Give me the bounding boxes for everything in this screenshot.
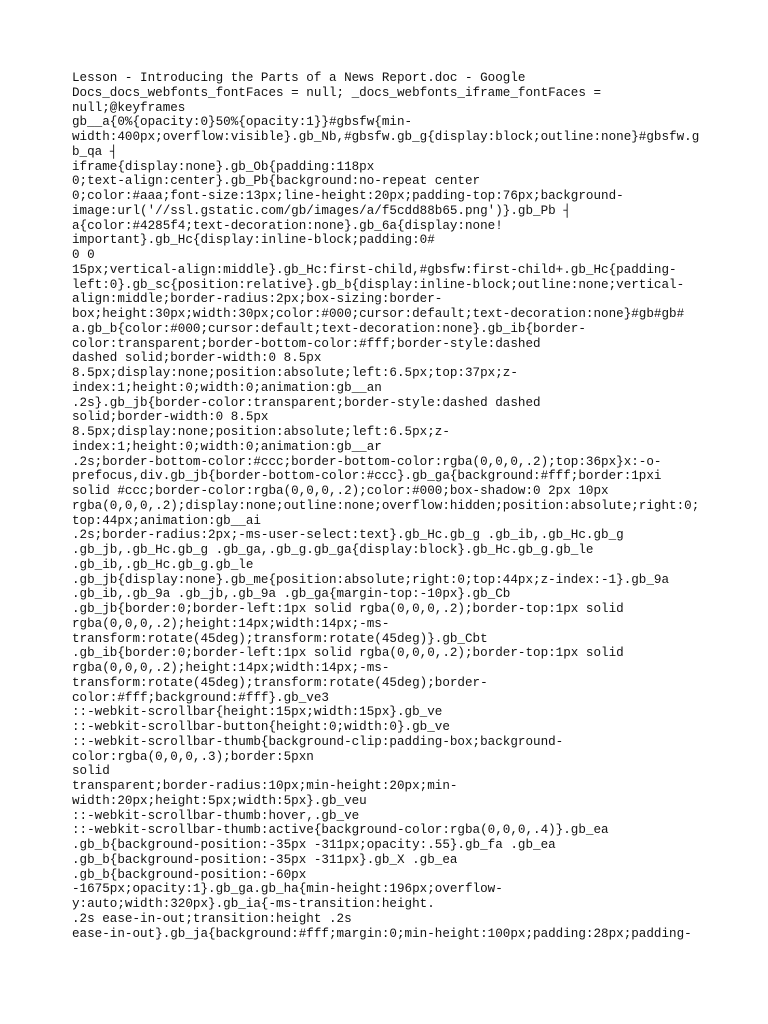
text-line: null;@keyframes — [72, 100, 186, 115]
text-line: rgba(0,0,0,.2);display:none;outline:none;overflow:hidden;position:absolute;right:0; — [72, 498, 700, 513]
text-line: .2s ease-in-out;transition:height .2s — [72, 911, 352, 926]
text-line: solid #ccc;border-color:rgba(0,0,0,.2);color:#000;box-shadow:0 2px 10px — [72, 484, 609, 498]
text-line: .gb_b{background-position:-60px — [72, 867, 307, 882]
text-line: dashed solid;border-width:0 8.5px — [72, 351, 322, 366]
text-line: gb__a{0%{opacity:0}50%{opacity:1}}#gbsfw{min- — [72, 115, 413, 130]
text-line: 15px;vertical-align:middle}.gb_Hc:first-child,#gbsfw:first-child+.gb_Hc{padding- — [72, 262, 677, 277]
text-line: index:1;height:0;width:0;animation:gb__an — [72, 380, 382, 395]
text-line: .gb_b{background-position:-35px -311px}.gb_X .gb_ea — [72, 852, 458, 867]
text-line: ease-in-out}.gb_ja{background:#fff;margin:0;min-height:100px;padding:28px;padding- — [72, 926, 692, 941]
text-line: box;height:30px;width:30px;color:#000;cursor:default;text-decoration:none}#gb#gb# — [72, 307, 685, 321]
text-line: 0 0 — [72, 248, 95, 262]
text-line: 0;text-align:center}.gb_Pb{background:no-repeat center — [72, 174, 481, 189]
text-line: 8.5px;display:none;position:absolute;left:6.5px;top:37px;z- — [72, 366, 518, 380]
text-line: Docs_docs_webfonts_fontFaces = null; _docs_webfonts_iframe_fontFaces = — [72, 85, 602, 100]
text-line: .gb_ib{border:0;border-left:1px solid rgba(0,0,0,.2);border-top:1px solid — [72, 646, 624, 661]
text-line: ::-webkit-scrollbar-thumb{background-clip:padding-box;background- — [72, 734, 564, 749]
text-line: 8.5px;display:none;position:absolute;left:6.5px;z- — [72, 425, 450, 439]
text-line: solid — [72, 764, 110, 779]
text-line: top:44px;animation:gb__ai — [72, 513, 261, 528]
text-line: 0;color:#aaa;font-size:13px;line-height:20px;padding-top:76px;background- — [72, 189, 624, 203]
text-line: .2s;border-radius:2px;-ms-user-select:text}.gb_Hc.gb_g .gb_ib,.gb_Hc.gb_g — [72, 528, 624, 543]
text-line: rgba(0,0,0,.2);height:14px;width:14px;-ms- — [72, 661, 390, 675]
text-line: y:auto;width:320px}.gb_ia{-ms-transition:height. — [72, 897, 435, 911]
text-line: Lesson - Introducing the Parts of a News Report.doc - Google — [72, 71, 526, 85]
document-page — [72, 71, 712, 941]
text-line: solid;border-width:0 8.5px — [72, 410, 269, 425]
text-line: width:400px;overflow:visible}.gb_Nb,#gbsfw.gb_g{display:block;outline:none}#gbsfw.g — [72, 130, 700, 144]
text-line: color:rgba(0,0,0,.3);border:5pxn — [72, 749, 314, 764]
text-line: ::-webkit-scrollbar-thumb:active{background-color:rgba(0,0,0,.4)}.gb_ea — [72, 823, 609, 838]
text-line: .2s;border-bottom-color:#ccc;border-bottom-color:rgba(0,0,0,.2);top:36px}x:-o- — [72, 454, 662, 469]
text-line: a.gb_b{color:#000;cursor:default;text-decoration:none}.gb_ib{border- — [72, 321, 586, 336]
text-line: .gb_b{background-position:-35px -311px;opacity:.55}.gb_fa .gb_ea — [72, 838, 556, 852]
text-line: b_qa ┤ — [72, 144, 118, 159]
text-line: align:middle;border-radius:2px;box-sizing:border- — [72, 292, 443, 307]
text-line: important}.gb_Hc{display:inline-block;padding:0# — [72, 233, 435, 248]
text-line: transform:rotate(45deg);transform:rotate(45deg)}.gb_Cbt — [72, 631, 488, 646]
document-text — [72, 71, 712, 941]
text-line: .gb_jb{border:0;border-left:1px solid rgba(0,0,0,.2);border-top:1px solid — [72, 602, 624, 616]
text-line: color:transparent;border-bottom-color:#fff;border-style:dashed — [72, 336, 541, 351]
text-line: .gb_ib,.gb_Hc.gb_g.gb_le — [72, 557, 254, 572]
text-line: iframe{display:none}.gb_Ob{padding:118px — [72, 159, 375, 174]
text-line: a{color:#4285f4;text-decoration:none}.gb_6a{display:none! — [72, 218, 503, 233]
text-line: ::-webkit-scrollbar-button{height:0;width:0}.gb_ve — [72, 720, 450, 734]
text-line: color:#fff;background:#fff}.gb_ve3 — [72, 690, 329, 705]
text-line: transparent;border-radius:10px;min-height:20px;min- — [72, 779, 458, 793]
text-line: prefocus,div.gb_jb{border-bottom-color:#ccc}.gb_ga{background:#fff;border:1pxi — [72, 469, 662, 484]
text-line: .gb_ib,.gb_9a .gb_jb,.gb_9a .gb_ga{margin-top:-10px}.gb_Cb — [72, 587, 511, 602]
text-line: index:1;height:0;width:0;animation:gb__ar — [72, 439, 382, 454]
text-line: rgba(0,0,0,.2);height:14px;width:14px;-ms- — [72, 616, 390, 631]
text-line: width:20px;height:5px;width:5px}.gb_veu — [72, 793, 367, 808]
text-line: image:url('//ssl.gstatic.com/gb/images/a/f5cdd88b65.png')}.gb_Pb ┤ — [72, 203, 571, 218]
text-line: -1675px;opacity:1}.gb_ga.gb_ha{min-height:196px;overflow- — [72, 882, 503, 897]
text-line: .2s}.gb_jb{border-color:transparent;border-style:dashed dashed — [72, 395, 541, 410]
text-line: transform:rotate(45deg);transform:rotate(45deg);border- — [72, 675, 488, 690]
text-line: left:0}.gb_sc{position:relative}.gb_b{display:inline-block;outline:none;vertical- — [72, 277, 685, 292]
text-line: .gb_jb{display:none}.gb_me{position:absolute;right:0;top:44px;z-index:-1}.gb_9a — [72, 572, 670, 587]
text-line: ::-webkit-scrollbar{height:15px;width:15px}.gb_ve — [72, 705, 443, 720]
text-line: .gb_jb,.gb_Hc.gb_g .gb_ga,.gb_g.gb_ga{display:block}.gb_Hc.gb_g.gb_le — [72, 543, 594, 557]
text-line: ::-webkit-scrollbar-thumb:hover,.gb_ve — [72, 808, 360, 823]
